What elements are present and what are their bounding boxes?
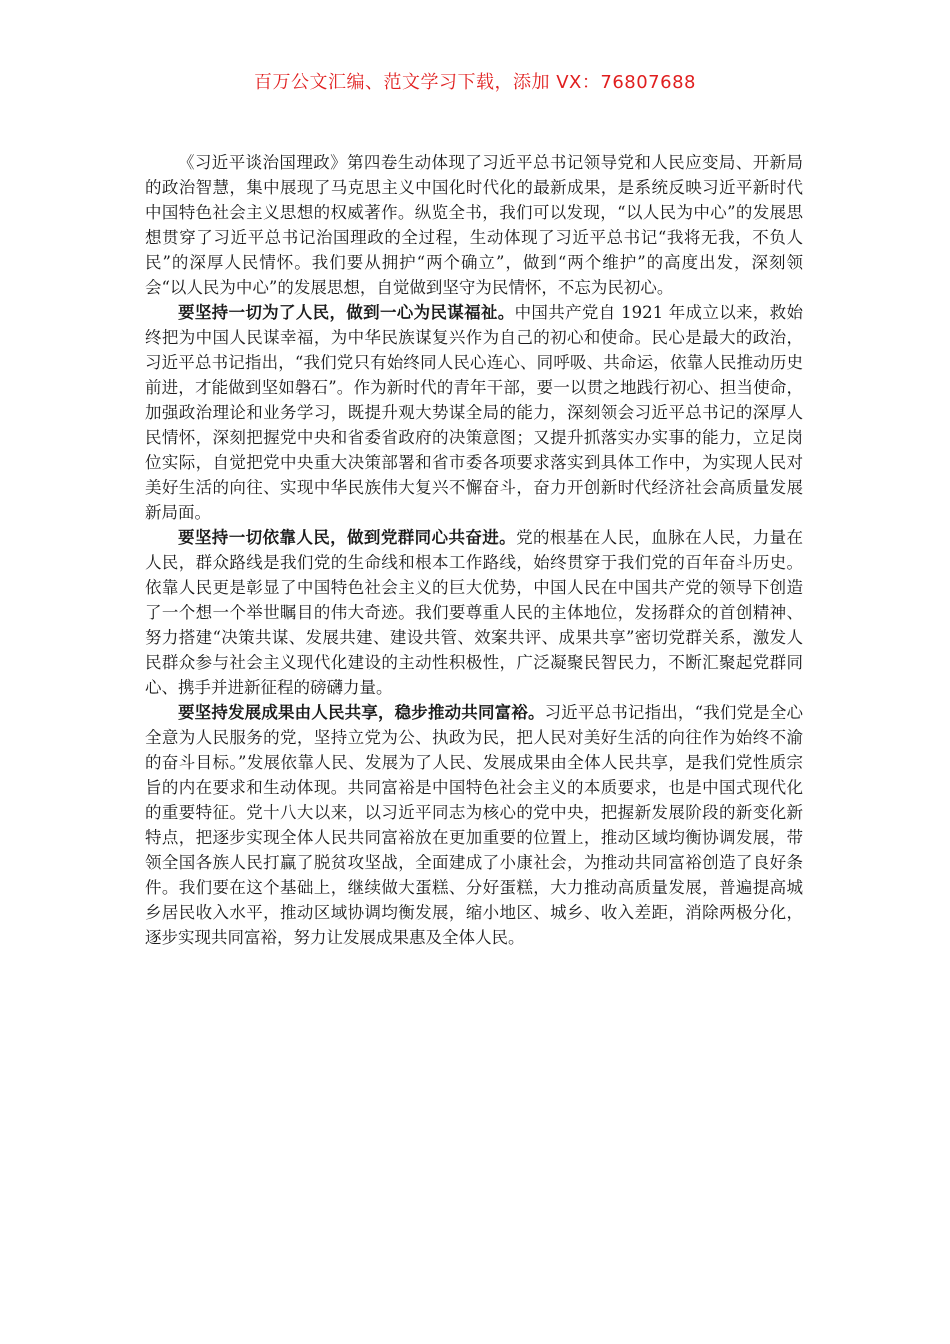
paragraph-lead: 要坚持一切依靠人民，做到党群同心共奋进。 bbox=[178, 528, 517, 547]
paragraph-lead: 要坚持一切为了人民，做到一心为民谋福祉。 bbox=[178, 303, 515, 322]
paragraph-lead: 要坚持发展成果由人民共享，稳步推动共同富裕。 bbox=[178, 703, 545, 722]
paragraph-text: 习近平总书记指出，“我们党是全心全意为人民服务的党，坚持立党为公、执政为民，把人民对美好生活的向往作为始终不渝的奋斗目标。”发展依靠人民、发展为了人民、发展成果由全体人民共享，是我们党性质宗旨的内在要求和生动体现。共同富裕是中国特色社会主义的本质要求，也是中国式现代化的重要特征。党十八大以来，以习近平同志为核心的党中央，把握新发展阶段的新变化新特点，把逐步实现全体人民共同富裕放在更加重要的位置上，推动区域均衡协调发展，带领全国各族人民打赢了脱贫攻坚战，全面建成了小康社会，为推动共同富裕创造了良好条件。我们要在这个基础上，继续做大蛋糕、分好蛋糕，大力推动高质量发展，普遍提高城乡居民收入水平，推动区域协调均衡发展，缩小地区、城乡、收入差距，消除两极分化，逐步实现共同富裕，努力让发展成果惠及全体人民。 bbox=[145, 703, 804, 947]
paragraph-text: 党的根基在人民，血脉在人民，力量在人民，群众路线是我们党的生命线和根本工作路线，始终贯穿于我们党的百年奋斗历史。依靠人民更是彰显了中国特色社会主义的巨大优势，中国人民在中国共产党的领导下创造了一个想一个举世瞩目的伟大奇迹。我们要尊重人民的主体地位，发扬群众的首创精神、努力搭建“决策共谋、发展共建、建设共管、效案共评、成果共享”密切党群关系，激发人民群众参与社会主义现代化建设的主动性积极性，广泛凝聚民智民力，不断汇聚起党群同心、携手并进新征程的磅礴力量。 bbox=[145, 528, 804, 697]
paragraph-shared-prosperity bbox=[145, 700, 803, 950]
article-body bbox=[145, 150, 803, 950]
header-banner: 百万公文汇编、范文学习下载，添加 VX：76807688 bbox=[254, 72, 696, 93]
paragraph-intro bbox=[145, 150, 803, 300]
paragraph-text: 中国共产党自 1921 年成立以来，救始终把为中国人民谋幸福，为中华民族谋复兴作为自己的初心和使命。民心是最大的政治，习近平总书记指出，“我们党只有始终同人民心连心、同呼吸、共命运，依靠人民推动历史前进，才能做到坚如磐石”。作为新时代的青年干部，要一以贯之地践行初心、担当使命，加强政治理论和业务学习，既提升观大势谋全局的能力，深刻领会习近平总书记的深厚人民情怀，深刻把握党中央和省委省政府的决策意图；又提升抓落实办实事的能力，立足岗位实际，自觉把党中央重大决策部署和省市委各项要求落实到具体工作中，为实现人民对美好生活的向往、实现中华民族伟大复兴不懈奋斗，奋力开创新时代经济社会高质量发展新局面。 bbox=[145, 303, 804, 522]
paragraph-rely-on-people bbox=[145, 525, 803, 700]
paragraph-text: 《习近平谈治国理政》第四卷生动体现了习近平总书记领导党和人民应变局、开新局的政治智慧，集中展现了马克思主义中国化时代化的最新成果，是系统反映习近平新时代中国特色社会主义思想的权威著作。纵览全书，我们可以发现，“以人民为中心”的发展思想贯穿了习近平总书记治国理政的全过程，生动体现了习近平总书记“我将无我，不负人民”的深厚人民情怀。我们要从拥护“两个确立”，做到“两个维护”的高度出发，深刻领会“以人民为中心”的发展思想，自觉做到坚守为民情怀，不忘为民初心。 bbox=[145, 153, 803, 297]
paragraph-for-people bbox=[145, 300, 803, 525]
